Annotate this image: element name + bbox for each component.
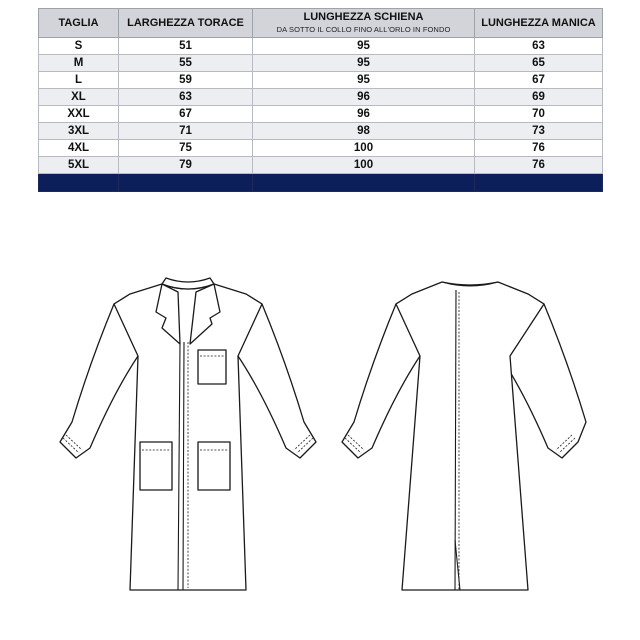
- cell-chest: 67: [119, 106, 253, 123]
- cell-size: 3XL: [39, 123, 119, 140]
- cell-sleeve: 70: [475, 106, 603, 123]
- cell-size: 5XL: [39, 157, 119, 174]
- header-size: TAGLIA: [39, 9, 119, 38]
- cell-sleeve: 73: [475, 123, 603, 140]
- cell-sleeve: 76: [475, 140, 603, 157]
- footer-cell: [253, 174, 475, 192]
- cell-size: M: [39, 55, 119, 72]
- coat-drawings: [50, 272, 590, 602]
- cell-chest: 79: [119, 157, 253, 174]
- table-row: [39, 106, 603, 123]
- coat-back-view: [342, 282, 586, 590]
- header-back-length: [253, 9, 475, 38]
- cell-size: 4XL: [39, 140, 119, 157]
- cell-chest: 55: [119, 55, 253, 72]
- footer-cell: [475, 174, 603, 192]
- cell-sleeve: 76: [475, 157, 603, 174]
- cell-sleeve: 65: [475, 55, 603, 72]
- cell-size: S: [39, 38, 119, 55]
- cell-back: 95: [253, 55, 475, 72]
- cell-back: 100: [253, 157, 475, 174]
- cell-back: 95: [253, 38, 475, 55]
- cell-chest: 63: [119, 89, 253, 106]
- coat-front-view: [60, 278, 316, 590]
- cell-chest: 75: [119, 140, 253, 157]
- header-chest-width: LARGHEZZA TORACE: [119, 9, 253, 38]
- table-row: [39, 55, 603, 72]
- table-row: [39, 89, 603, 106]
- front-left-pocket: [140, 442, 172, 490]
- table-row: [39, 72, 603, 89]
- table-footer-band: [39, 174, 603, 192]
- cell-size: L: [39, 72, 119, 89]
- cell-sleeve: 67: [475, 72, 603, 89]
- header-back-length-note: DA SOTTO IL COLLO FINO ALL'ORLO IN FONDO: [276, 24, 451, 34]
- table-row: [39, 157, 603, 174]
- footer-cell: [39, 174, 119, 192]
- cell-back: 95: [253, 72, 475, 89]
- footer-cell: [119, 174, 253, 192]
- cell-back: 96: [253, 106, 475, 123]
- cell-sleeve: 69: [475, 89, 603, 106]
- table-row: [39, 123, 603, 140]
- cell-size: XXL: [39, 106, 119, 123]
- header-sleeve-length: LUNGHEZZA MANICA: [475, 9, 603, 38]
- table-row: [39, 38, 603, 55]
- cell-chest: 51: [119, 38, 253, 55]
- table-header-row: [39, 9, 603, 38]
- cell-size: XL: [39, 89, 119, 106]
- back-body: [396, 282, 544, 590]
- front-chest-pocket: [198, 350, 226, 384]
- cell-chest: 59: [119, 72, 253, 89]
- cell-back: 100: [253, 140, 475, 157]
- size-table: [38, 8, 603, 192]
- cell-chest: 71: [119, 123, 253, 140]
- front-right-pocket: [198, 442, 230, 490]
- table-row: [39, 140, 603, 157]
- header-back-length-label: LUNGHEZZA SCHIENA: [303, 10, 424, 23]
- cell-back: 98: [253, 123, 475, 140]
- cell-back: 96: [253, 89, 475, 106]
- cell-sleeve: 63: [475, 38, 603, 55]
